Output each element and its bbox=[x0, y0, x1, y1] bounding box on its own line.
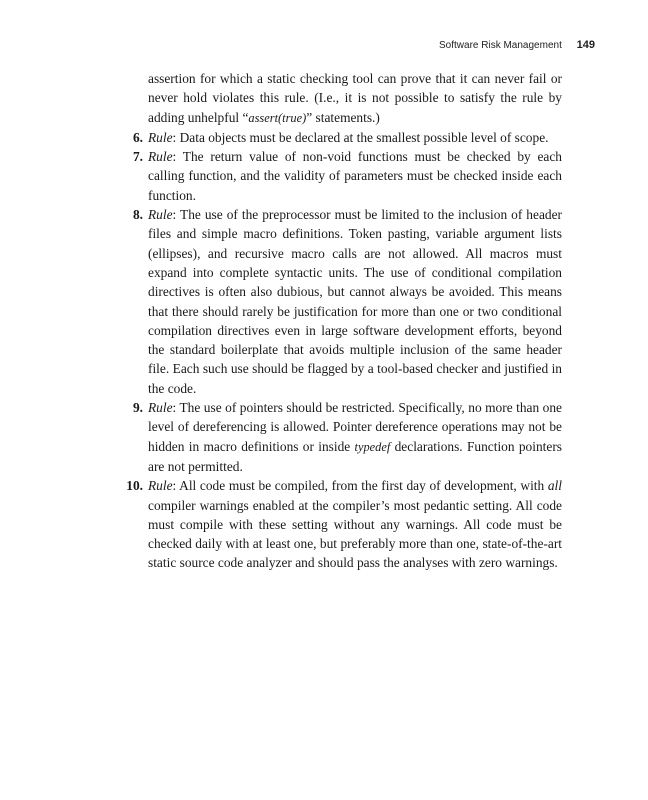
continuation-paragraph bbox=[148, 69, 562, 128]
rule-number: 9. bbox=[132, 400, 143, 416]
rule-number: 6. bbox=[132, 129, 143, 145]
rule-text-a: : The use of pointers should be restricted. Specifically, no more than one level of dereferencing is allowed. Pointer dereference operations may not be hidden in macro definitions or inside bbox=[148, 400, 562, 454]
rule-item-6 bbox=[132, 128, 562, 147]
rule-item-7 bbox=[132, 147, 562, 205]
rule-label: Rule bbox=[148, 149, 173, 165]
rule-text-b: compiler warnings enabled at the compiler’s most pedantic setting. All code must compile with these setting without any warnings. All code must be checked daily with at least one, but preferably more than one, state-of-the-art static source code analyzer and should pass the analyses with zero warnings. bbox=[148, 497, 562, 571]
rule-text: : Data objects must be declared at the smallest possible level of scope. bbox=[172, 129, 549, 145]
rule-text: : The use of the preprocessor must be limited to the inclusion of header files and simple macro definitions. Token pasting, variable argument lists (ellipses), and recursive macro calls are not allowed. All macros must expand into complete syntactic units. The use of conditional compilation directives is often also dubious, but cannot always be avoided. This means that there should rarely be justification for more than one or two conditional compilation directives even in large software development efforts, beyond the standard boilerplate that avoids multiple inclusion of the same header file. Each such use should be flagged by a tool-based checker and justified in the code. bbox=[148, 207, 562, 396]
rule-number: 8. bbox=[132, 207, 143, 223]
all-emphasis: all bbox=[547, 478, 562, 494]
rule-text: : The return value of non-void functions must be checked by each calling function, and the validity of parameters must be checked inside each function. bbox=[148, 149, 562, 203]
rule-label: Rule bbox=[148, 400, 173, 416]
rule-text-b: declarations. Function pointers are not permitted. bbox=[148, 438, 562, 474]
running-head bbox=[439, 39, 595, 51]
rule-text-a: : All code must be compiled, from the first day of development, with bbox=[172, 478, 548, 494]
rule-label: Rule bbox=[148, 129, 173, 145]
typedef-code: typedef bbox=[354, 439, 391, 454]
rule-number: 10. bbox=[126, 478, 143, 494]
continuation-text-a: assertion for which a static checking tool can prove that it can never fail or never hold violates this rule. (I.e., it is not possible to satisfy the rule by adding unhelpful “ bbox=[148, 71, 562, 125]
running-title: Software Risk Management bbox=[439, 40, 562, 51]
rule-number: 7. bbox=[132, 149, 143, 165]
continuation-text-b: ” statements.) bbox=[306, 109, 380, 125]
assert-true-code: assert(true) bbox=[248, 110, 307, 125]
rule-item-9 bbox=[132, 398, 562, 476]
rule-label: Rule bbox=[148, 478, 173, 494]
page-body bbox=[126, 69, 562, 573]
page-number: 149 bbox=[576, 39, 595, 51]
rule-item-10 bbox=[126, 476, 562, 572]
rule-item-8 bbox=[132, 205, 562, 398]
rule-label: Rule bbox=[148, 207, 173, 223]
